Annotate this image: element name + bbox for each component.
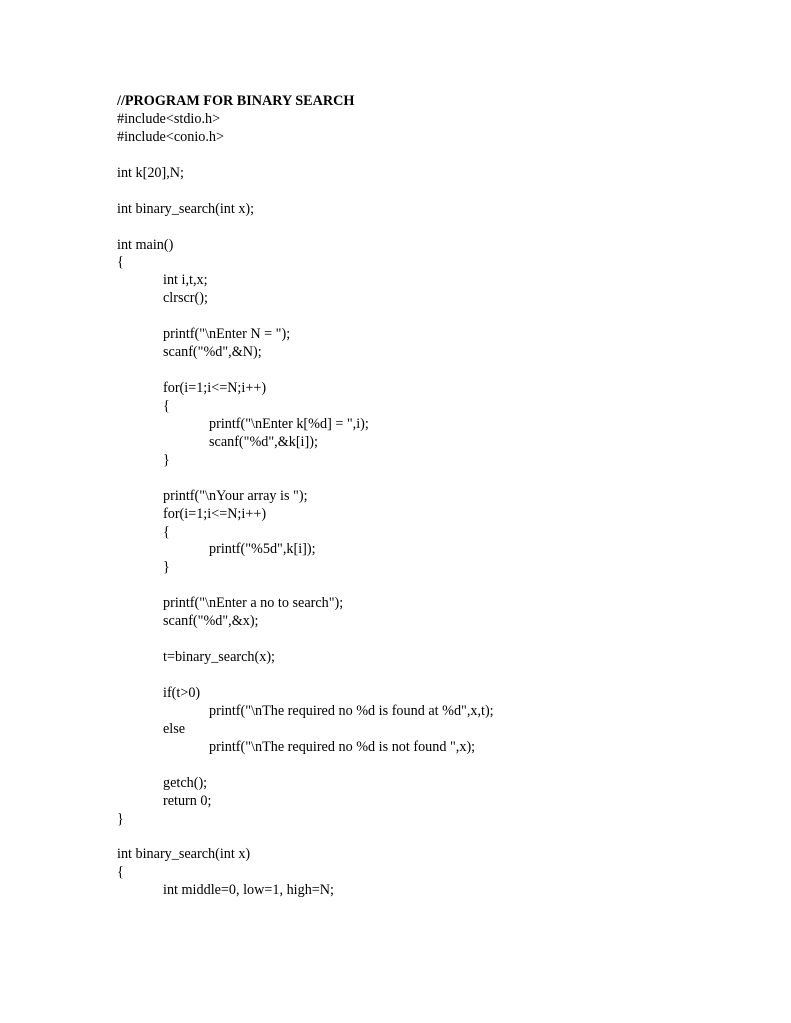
code-line: else (163, 720, 186, 737)
code-line: clrscr(); (163, 290, 208, 307)
code-line: printf("\nEnter N = "); (163, 326, 291, 343)
code-line: int middle=0, low=1, high=N; (163, 882, 334, 899)
code-line: { (163, 523, 170, 540)
code-listing (117, 93, 494, 900)
code-line: int main() (117, 236, 174, 253)
blank-line (117, 577, 494, 595)
blank-line (117, 828, 494, 846)
code-line: printf("%5d",k[i]); (209, 541, 316, 558)
blank-line (117, 631, 494, 649)
code-line: t=binary_search(x); (163, 649, 275, 666)
code-line: printf("\nThe required no %d is found at %d",x,t); (209, 702, 494, 719)
code-line: printf("\nEnter k[%d] = ",i); (209, 415, 369, 432)
code-line: #include<conio.h> (117, 128, 225, 145)
code-line: if(t>0) (163, 684, 201, 701)
code-line: return 0; (163, 792, 212, 809)
code-line: } (163, 451, 170, 468)
code-line: int binary_search(int x); (117, 200, 255, 217)
code-line: scanf("%d",&N); (163, 344, 262, 361)
code-line: int binary_search(int x) (117, 846, 251, 863)
code-line: for(i=1;i<=N;i++) (163, 505, 267, 522)
code-line: #include<stdio.h> (117, 110, 221, 127)
blank-line (117, 757, 494, 775)
blank-line (117, 219, 494, 237)
program-title: //PROGRAM FOR BINARY SEARCH (117, 93, 355, 109)
code-line: for(i=1;i<=N;i++) (163, 380, 267, 396)
blank-line (117, 470, 494, 488)
code-line: } (163, 559, 170, 576)
code-line: { (117, 864, 124, 881)
blank-line (117, 667, 494, 685)
code-line: { (163, 397, 170, 414)
code-line: printf("\nEnter a no to search"); (163, 595, 344, 612)
code-line: getch(); (163, 774, 208, 791)
blank-line (117, 308, 494, 326)
code-line: int k[20],N; (117, 164, 184, 181)
code-line: printf("\nThe required no %d is not found ",x); (209, 738, 476, 755)
blank-line (117, 362, 494, 380)
blank-line (117, 147, 494, 165)
code-line: { (117, 254, 124, 271)
code-line: scanf("%d",&k[i]); (209, 433, 318, 450)
code-line: printf("\nYour array is "); (163, 487, 308, 504)
code-line: int i,t,x; (163, 272, 208, 289)
blank-line (117, 183, 494, 201)
code-line: scanf("%d",&x); (163, 613, 259, 630)
code-line: } (117, 810, 124, 827)
